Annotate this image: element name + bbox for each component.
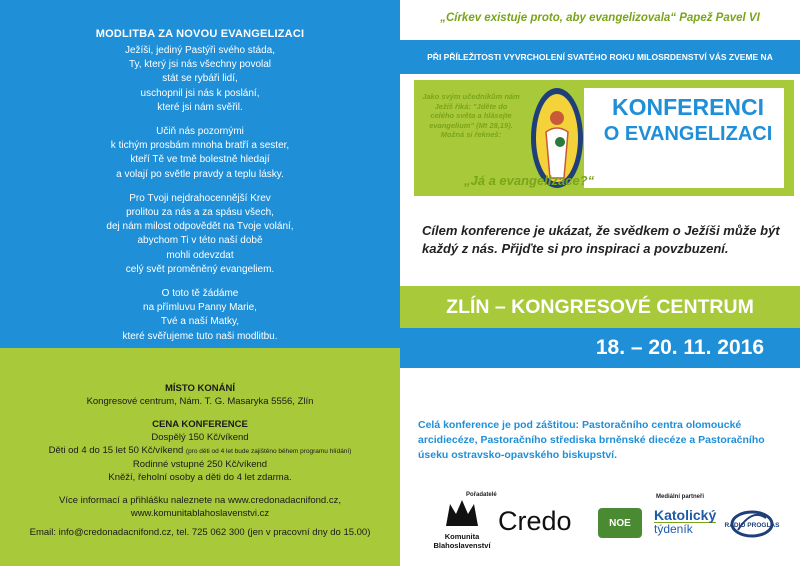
venue-info [0, 382, 400, 539]
conference-title [590, 94, 786, 148]
prayer-line: které svěřujeme tuto naši modlitbu. [122, 330, 278, 342]
prayer-line: celý svět proměněný evangeliem. [125, 263, 275, 275]
prayer-line: Ty, který jsi nás všechny povolal [128, 59, 272, 71]
invite-bar [400, 40, 800, 74]
prayer-text [0, 44, 400, 354]
prayer-line: Pro Tvoji nejdrahocennější Krev [129, 192, 271, 204]
price-children-text: Děti od 4 do 15 let 50 Kč/víkend [48, 445, 184, 456]
prayer-line: mohli odevzdat [166, 249, 234, 261]
info-panel [0, 348, 400, 566]
prayer-stanza-2 [0, 125, 400, 182]
date-text: 18. – 20. 11. 2016 [595, 336, 764, 359]
prayer-line: a volají po světle pravdy a teplu lásky. [116, 168, 284, 180]
contact-email: Email: info@credonadacnifond.cz, tel. 725 062 300 (jen v pracovní dny do 15.00) [29, 527, 371, 538]
place-text: ZLÍN – KONGRESOVÉ CENTRUM [446, 295, 754, 318]
price-children [0, 444, 400, 458]
prayer-panel [0, 0, 400, 348]
pope-quote: „Církev existuje proto, aby evangelizovala“ Papež Pavel VI [440, 12, 760, 24]
prayer-line: Učiň nás pozornými [156, 126, 244, 138]
prayer-stanza-4 [0, 287, 400, 344]
prayer-line: dej nám milost odpovědět na Tvoje volání, [106, 221, 294, 233]
prayer-line: O toto tě žádáme [161, 288, 239, 300]
prayer-line: abychom Ti v této naší době [137, 235, 263, 247]
komunita-label: Komunita Blahoslavenství [433, 532, 491, 550]
conference-banner [414, 80, 794, 196]
prayer-line: které jsi nám svěřil. [157, 101, 243, 113]
komunita-icon [442, 498, 482, 528]
prayer-line: kteří Tě ve tmě bolestně hledají [130, 154, 270, 166]
price-family: Rodinné vstupné 250 Kč/víkend [132, 459, 268, 470]
proglas-label: RADIO PROGLAS [724, 522, 780, 529]
katolicky-name: Katolický [654, 507, 717, 523]
conference-title-line-2: O EVANGELIZACI [603, 123, 773, 145]
conference-panel [400, 0, 800, 566]
place-bar [400, 286, 800, 328]
credo-logo: Credo [498, 506, 572, 536]
radio-proglas-logo-icon [724, 506, 780, 542]
katolicky-sub: týdeník [654, 522, 716, 536]
prayer-line: prolitou za nás a za spásu všech, [126, 207, 274, 219]
price-title: CENA KONFERENCE [152, 419, 248, 430]
prayer-line: Tvé a naší Matky, [160, 316, 240, 328]
prayer-line: Ježíši, jediný Pastýři svého stáda, [124, 45, 276, 56]
conference-aim: Cílem konference je ukázat, že svědkem o Ježíši může být každý z nás. Přijďte si pro inspiraci a povzbuzení. [422, 223, 780, 256]
price-adults: Dospělý 150 Kč/víkend [151, 432, 249, 443]
organizers-label: Pořadatelé [466, 492, 497, 498]
prayer-line: stát se rybáři lidí, [162, 73, 238, 85]
price-children-note: (pro děti od 4 let bude zajištěno během programu hlídání) [185, 448, 352, 455]
conference-title-line-1: KONFERENCI [611, 94, 765, 120]
patronage-text: Celá konference je pod záštitou: Pastoračního centra olomoucké arcidiecéze, Pastoračního střediska brněnské diecéze a Pastoračního úseku ostravsko-opavského biskupství. [418, 419, 765, 461]
date-bar [400, 328, 800, 368]
prayer-stanza-3 [0, 192, 400, 277]
venue-title: MÍSTO KONÁNÍ [164, 383, 236, 394]
invite-text: PŘI PŘÍLEŽITOSTI VYVRCHOLENÍ SVATÉHO ROKU MILOSRDENSTVÍ VÁS ZVEME NA [427, 52, 773, 62]
prayer-line: na přímluvu Panny Marie, [143, 302, 257, 314]
venue-address: Kongresové centrum, Nám. T. G. Masaryka 5556, Zlín [86, 396, 314, 407]
katolicky-tydenik-logo [654, 508, 716, 536]
price-clergy: Kněží, řeholní osoby a děti do 4 let zdarma. [108, 472, 292, 483]
prayer-title: MODLITBA ZA NOVOU EVANGELIZACI [95, 28, 305, 40]
side-quote: Jako svým učedníkům nám Ježíš říká: "Jděte do celého světa a hlásejte evangelium" (Mt 28,19). Možná si řekneš: [422, 92, 520, 139]
prayer-line: k tichým prosbám mnoha bratří a sester, [110, 140, 290, 152]
info-line-1: Více informací a přihlášku naleznete na www.credonadacnifond.cz, [59, 495, 341, 506]
info-line-2: www.komunitablahoslavenstvi.cz [130, 508, 270, 519]
komunita-logo [432, 498, 492, 558]
media-partners-label: Mediální partneři [656, 494, 705, 500]
noe-logo: NOE [598, 508, 642, 538]
prayer-stanza-1 [0, 44, 400, 115]
prayer-line: uschopnil jsi nás k poslání, [140, 87, 260, 99]
conference-theme: „Já a evangelizace?“ [464, 173, 595, 188]
